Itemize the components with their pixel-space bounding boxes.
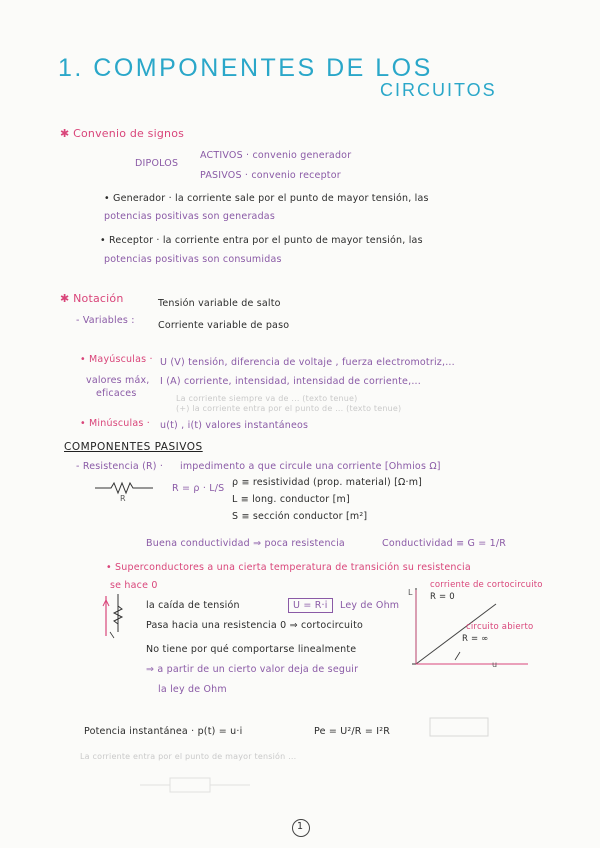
length-definition: L ≡ long. conductor [m] — [232, 494, 350, 505]
caida-text: la caída de tensión — [146, 600, 240, 611]
minusculas-text: u(t) , i(t) valores instantáneos — [160, 420, 309, 431]
graph-axis-L: L — [408, 588, 413, 597]
current-sketch-icon — [100, 592, 130, 642]
ghost-text-potencia: La corriente entra por el punto de mayor tensión ... — [80, 752, 297, 761]
ghost-sketch — [140, 770, 260, 800]
graph-label-Rinf: R = ∞ — [462, 634, 489, 644]
tension-line: Tensión variable de salto — [158, 298, 281, 309]
graph-label-R0: R = 0 — [430, 592, 455, 602]
generador-line-a: • Generador · la corriente sale por el punto de mayor tensión, las — [104, 193, 429, 204]
rho-definition: ρ ≡ resistividad (prop. material) [Ω·m] — [232, 477, 423, 488]
graph-label-circuito-abierto: circuito abierto — [466, 622, 534, 632]
potencia-instantanea: Potencia instantánea · p(t) = u·i — [84, 726, 243, 737]
page-title-line2: CIRCUITOS — [380, 80, 497, 100]
ohm-law-label: Ley de Ohm — [340, 600, 400, 611]
resistance-formula: R = ρ · L/S — [172, 483, 225, 494]
heading-componentes-pasivos: COMPONENTES PASIVOS — [64, 441, 203, 453]
resistencia-label: - Resistencia (R) · — [76, 461, 164, 472]
no-tiene-line-a: No tiene por qué comportarse linealmente — [146, 644, 357, 655]
pasivos-line: PASIVOS · convenio receptor — [200, 170, 341, 181]
conductividad-formula: Conductividad ≡ G = 1/R — [382, 538, 507, 549]
graph-axis-u: u — [492, 660, 498, 669]
ghost-text-b: (+) la corriente entra por el punto de ... (texto tenue) — [176, 404, 402, 413]
minusculas-label: • Minúsculas · — [80, 418, 150, 429]
heading-notacion: ✱ Notación — [60, 292, 124, 305]
receptor-line-b: potencias positivas son consumidas — [104, 254, 282, 265]
mayusculas-text: U (V) tensión, diferencia de voltaje , fuerza electromotriz,... — [160, 357, 455, 368]
ghost-box — [430, 718, 490, 738]
no-tiene-line-c: la ley de Ohm — [158, 684, 227, 695]
pasa-cortocircuito: Pasa hacia una resistencia 0 ⇒ cortocircuito — [146, 620, 364, 631]
page-title: 1. COMPONENTES DE LOS — [58, 54, 433, 82]
potencia-formula: Pe = U²/R = I²R — [314, 726, 391, 737]
resistor-symbol-label: R — [120, 494, 126, 503]
valores-label-b: eficaces — [96, 388, 137, 399]
mayusculas-label: • Mayúsculas · — [80, 354, 153, 365]
ohm-formula-box: U = R·i — [288, 598, 333, 613]
corriente-line: Corriente variable de paso — [158, 320, 290, 331]
activos-line: ACTIVOS · convenio generador — [200, 150, 352, 161]
no-tiene-line-b: ⇒ a partir de un cierto valor deja de seguir — [146, 664, 359, 675]
page-number: 1 — [297, 821, 304, 832]
variables-label: - Variables : — [76, 315, 135, 326]
resistencia-text: impedimento a que circule una corriente [Ohmios Ω] — [180, 461, 441, 472]
i-text: I (A) corriente, intensidad, intensidad de corriente,... — [160, 376, 421, 387]
ghost-text-a: La corriente siempre va de ... (texto tenue) — [176, 394, 358, 403]
section-definition: S ≡ sección conductor [m²] — [232, 511, 368, 522]
generador-line-b: potencias positivas son generadas — [104, 211, 275, 222]
heading-convenio: ✱ Convenio de signos — [60, 127, 185, 140]
valores-label-a: valores máx, — [86, 375, 150, 386]
buena-conductividad: Buena conductividad ⇒ poca resistencia — [146, 538, 345, 549]
receptor-line-a: • Receptor · la corriente entra por el punto de mayor tensión, las — [100, 235, 423, 246]
dipolos-label: DIPOLOS — [135, 158, 179, 169]
superconductores-line-a: • Superconductores a una cierta temperatura de transición su resistencia — [106, 562, 471, 573]
graph-label-cortocircuito: corriente de cortocircuito — [430, 580, 543, 590]
superconductores-line-b: se hace 0 — [110, 580, 158, 591]
